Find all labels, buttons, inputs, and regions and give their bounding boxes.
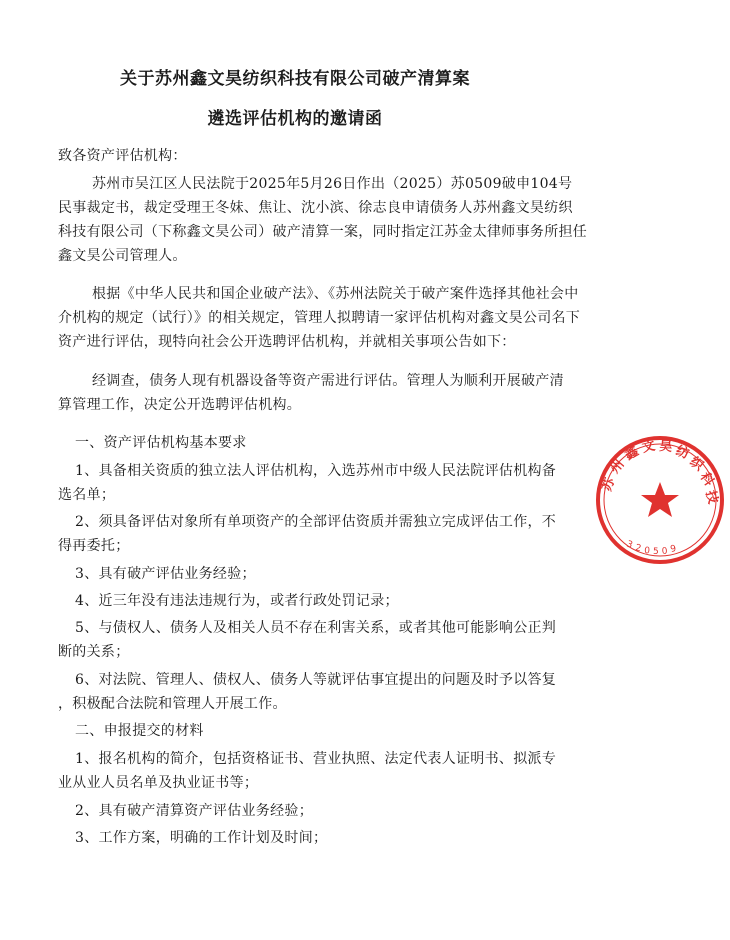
svg-text:昊: 昊 <box>658 439 673 455</box>
section-2-item: 业从业人员名单及执业证书等； <box>58 775 259 791</box>
svg-text:科: 科 <box>696 469 717 490</box>
svg-text:织: 织 <box>686 454 707 475</box>
section-1-item: 1、具备相关资质的独立法人评估机构，入选苏州市中级人民法院评估机构备 <box>75 463 557 479</box>
section-2-heading: 二、申报提交的材料 <box>75 723 204 739</box>
svg-text:苏: 苏 <box>599 476 619 494</box>
doc-title-line-1: 关于苏州鑫文昊纺织科技有限公司破产清算案 <box>120 69 470 89</box>
section-1-item: 3、具有破产评估业务经验； <box>75 566 256 582</box>
para2-line: 根据《中华人民共和国企业破产法》、《苏州法院关于破产案件选择其他社会中 <box>92 286 579 302</box>
section-1-item: 6、对法院、管理人、债权人、债务人等就评估事宜提出的问题及时予以答复 <box>75 672 557 688</box>
svg-text:鑫: 鑫 <box>622 443 642 464</box>
para3-line: 经调查，债务人现有机器设备等资产需进行评估。管理人为顺利开展破产清 <box>92 373 564 389</box>
section-1-item: 得再委托； <box>58 538 130 554</box>
para1-line: 民事裁定书，裁定受理王冬妹、焦让、沈小滨、徐志良申请债务人苏州鑫文昊纺织 <box>58 200 573 216</box>
svg-text:9: 9 <box>669 543 678 555</box>
section-1-item: 选名单； <box>58 487 116 503</box>
para3-line: 算管理工作，决定公开选聘评估机构。 <box>58 397 302 413</box>
para1-line: 鑫文昊公司管理人。 <box>58 248 187 264</box>
section-1-item: 5、与债权人、债务人及相关人员不存在利害关系，或者其他可能影响公正判 <box>75 620 557 636</box>
svg-text:文: 文 <box>640 438 657 456</box>
svg-text:3: 3 <box>624 539 634 551</box>
section-1-item: 2、须具备评估对象所有单项资产的全部评估资质并需独立完成评估工作，不 <box>75 514 557 530</box>
svg-text:技: 技 <box>702 488 721 506</box>
svg-text:2: 2 <box>634 543 643 555</box>
para2-line: 资产进行评估，现特向社会公开选聘评估机构，并就相关事项公告如下： <box>58 334 516 350</box>
svg-text:0: 0 <box>661 546 668 557</box>
doc-title-line-2: 遴选评估机构的邀请函 <box>207 109 383 129</box>
svg-text:0: 0 <box>643 546 651 557</box>
para1-line: 科技有限公司（下称鑫文昊公司）破产清算一案，同时指定江苏金太律师事务所担任 <box>58 224 588 240</box>
section-2-item: 2、具有破产清算资产评估业务经验； <box>75 803 314 819</box>
section-2-item: 1、报名机构的简介，包括资格证书、营业执照、法定代表人证明书、拟派专 <box>75 751 557 767</box>
para2-line: 介机构的规定（试行）》的相关规定，管理人拟聘请一家评估机构对鑫文昊公司名下 <box>58 310 581 326</box>
official-seal-stamp <box>590 430 730 570</box>
section-1-item: 4、近三年没有违法违规行为，或者行政处罚记录； <box>75 593 399 609</box>
section-1-item: ，积极配合法院和管理人开展工作。 <box>58 696 287 712</box>
section-2-item: 3、工作方案，明确的工作计划及时间； <box>75 830 328 846</box>
section-1-item: 断的关系； <box>58 644 130 660</box>
svg-text:州: 州 <box>607 456 628 477</box>
svg-text:5: 5 <box>653 547 659 557</box>
seal-star-icon <box>641 482 679 517</box>
greeting: 致各资产评估机构： <box>58 148 187 164</box>
svg-text:纺: 纺 <box>673 443 691 463</box>
para1-line: 苏州市吴江区人民法院于2025年5月26日作出（2025）苏0509破申104号 <box>92 176 573 192</box>
section-1-heading: 一、资产评估机构基本要求 <box>75 435 247 451</box>
